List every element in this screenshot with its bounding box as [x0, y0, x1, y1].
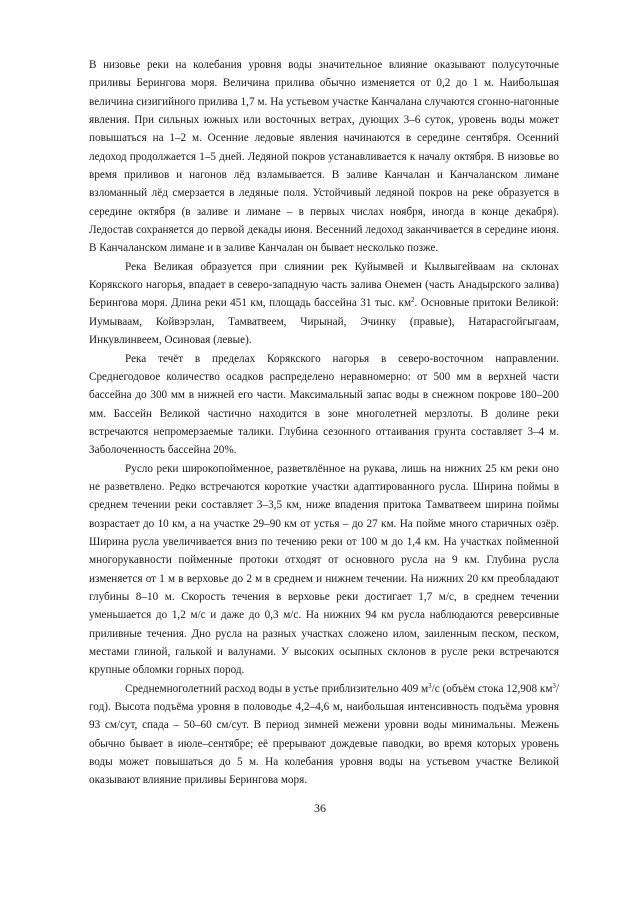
paragraph-text: . Основные притоки Великой: Иумываам, Койвэрэлан, Тамватвеем, Чирынай, Эчинку (правые), Натарасгойгыгаам, Инкувлинвеем, Осиновая (левые).: [89, 297, 559, 347]
paragraph-4: [89, 460, 559, 680]
paragraph-3: [89, 350, 559, 460]
paragraph-text: Среднемноголетний расход воды в устье приблизительно 409 м: [125, 682, 429, 695]
paragraph-text: В низовье реки на колебания уровня воды значительное влияние оказывают полусуточные приливы Берингова моря. Величина прилива обычно изменяется от 0,2 до 1 м. Наибольшая величина сизигийного прилива 1,7 м. На устьевом участке Канчалана случаются сгонно-нагонные явления. При сильных южных или восточных ветрах, дующих 3–6 суток, уровень воды может повышаться на 1–2 м. Осенние ледовые явления начинаются в середине сентября. Осенний ледоход продолжается 1–5 дней. Ледяной покров устанавливается к началу октября. В низовье во время приливов и нагонов лёд взламывается. В заливе Канчалан и Канчаланском лимане взломанный лёд смерзается в ледяные поля. Устойчивый ледяной покров на реке образуется в середине октября (в заливе и лимане – в первых числах ноября, иногда в конце декабря). Ледостав сохраняется до первой декады июня. Весенний ледоход заканчивается в середине июня. В Канчаланском лимане и в заливе Канчалан он бывает несколько позже.: [89, 59, 559, 255]
superscript: 3: [552, 681, 556, 690]
paragraph-text: Река течёт в пределах Корякского нагорья в северо-восточном направлении. Среднегодовое количество осадков распределено неравномерно: от 500 мм в верхней части бассейна до 300 мм в нижней его части. Максимальный запас воды в снежном покрове 180–200 мм. Бассейн Великой частично находится в зоне многолетней мерзлоты. В долине реки встречаются непромерзаемые талики. Глубина сезонного оттаивания грунта составляет 3–4 м. Заболоченность бассейна 20%.: [89, 352, 559, 457]
paragraph-5: [89, 680, 559, 790]
superscript: 3: [428, 681, 432, 690]
document-page: [89, 56, 559, 790]
paragraph-text: /с (объём стока 12,908 км: [431, 682, 553, 695]
paragraph-2: [89, 258, 559, 350]
superscript: 2: [411, 296, 415, 305]
paragraph-text: Река Великая образуется при слиянии рек Куйымвей и Кылвыгейваам на склонах Корякского нагорья, впадает в северо-западную часть залива Онемен (часть Анадырского залива) Берингова моря. Длина реки 451 км, площадь бассейна 31 тыс. км: [89, 260, 559, 310]
paragraph-text: /год). Высота подъёма уровня в половодье 4,2–4,6 м, наибольшая интенсивность подъёма уровня 93 см/сут, спада – 50–60 см/сут. В период зимней межени уровни воды минимальны. Межень обычно бывает в июле–сентябре; её прерывают дождевые паводки, во время которых уровень воды может повышаться до 5 м. На колебания уровня воды на устьевом участке Великой оказывают влияние приливы Берингова моря.: [89, 682, 560, 787]
paragraph-1: [89, 56, 559, 258]
page-number: 36: [314, 801, 326, 815]
paragraph-text: Русло реки широкопойменное, разветвлённое на рукава, лишь на нижних 25 км реки оно не разветвлено. Редко встречаются короткие участки адаптированного русла. Ширина поймы в среднем течении реки составляет 3–3,5 км, ниже впадения притока Тамватвеем ширина поймы возрастает до 10 км, а на участке 29–90 км от устья – до 27 км. На пойме много старичных озёр. Ширина русла увеличивается вниз по течению реки от 100 м до 1,4 км. На участках пойменной многорукавности пойменные протоки отходят от основного русла на 9 км. Глубина русла изменяется от 1 м в верховье до 2 м в среднем и нижнем течении. На нижних 20 км преобладают глубины 8–10 м. Скорость течения в верховье реки достигает 1,7 м/с, в среднем течении уменьшается до 1,2 м/с и даже до 0,3 м/с. На нижних 94 км русла наблюдаются реверсивные приливные течения. Дно русла на разных участках сложено илом, заиленным песком, песком, местами глиной, галькой и валунами. У высоких осыпных склонов в русле реки встречаются крупные обломки горных пород.: [89, 462, 559, 677]
